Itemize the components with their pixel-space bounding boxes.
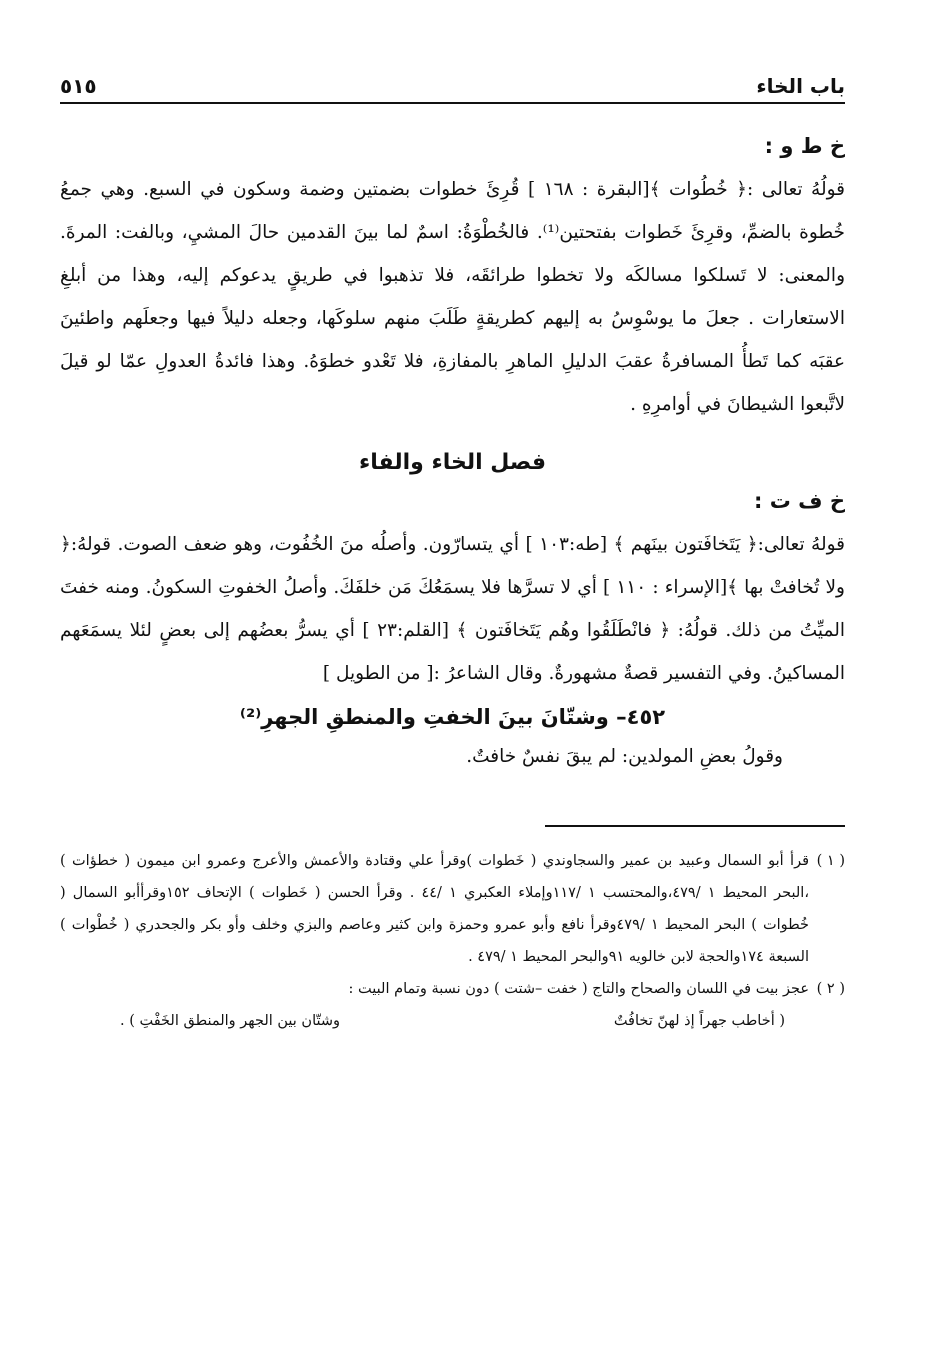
entry-body (60, 523, 845, 695)
footnote-number: ( ٢ ) (816, 981, 845, 997)
footnote-separator (545, 825, 845, 827)
entry-closing-line: وقولُ بعضِ المولدين: لم يبقَ نفسٌ خافتٌ. (466, 746, 783, 767)
chapter-title: باب الخاء (756, 74, 845, 98)
header-rule (60, 102, 845, 104)
footnote-text: عجز بيت في اللسان والصحاح والتاج ( خفت –شتت ) دون نسبة وتمام البيت : (348, 981, 809, 997)
footnotes (60, 845, 845, 1037)
page (60, 58, 845, 1337)
entry-root-heading: خ ف ت : (754, 489, 845, 513)
couplet-second-hemistich: وشتّان بين الجهر والمنطق الخَفْتِ ) . (120, 1013, 341, 1029)
entry-root-heading: خ ط و : (764, 134, 845, 158)
section-title: فصل الخاء والفاء (358, 450, 547, 475)
footnote-number: ( ١ ) (816, 853, 845, 869)
poetry-verse: ٤٥٢– وشتّانَ بينَ الخفتِ والمنطقِ الجهرِ⁽²⁾ (239, 705, 666, 729)
footnote-text: قرأ أبو السمال وعبيد بن عمير والسجاوندي ( خَطوات )وقرأ علي وقتادة والأعمش والأعرج وعمرو ابن ميمون ( خطؤات ) ،البحر المحيط ١ /٤٧٩،والمحتسب ١ /١١٧وإملاء العكبري ١ /٤٤ . وقرأ الحسن ( خَطوات ) الإتحاف ١٥٢وقرأأبو السمال ( خُطوات ) البحر المحيط ١ /٤٧٩وقرأ نافع وأبو عمرو وحمزة وابن كثير وعاصم والبزي وخلف وأو بكر والجحدري ( خُطْوات ) السبعة ١٧٤والحجة لابن خالويه ٩١والبحر المحيط ١ /٤٧٩ . (60, 853, 810, 965)
running-header (60, 58, 845, 98)
entry-paragraph: قولهُ تعالى:﴿ يَتَخافَتون بينَهم ﴾ [طه:١٠٣ ] أي يتسارّون. وأصلُه منَ الخُفُوت، وهو ضعف الصوت. قولهُ:﴿ ولا تُخافتْ بها ﴾[الإسراء : ١١٠ ] أي لا تسرَّها فلا يسمَعُكَ مَن خلفَكَ. وأصلُ الخفوتِ السكونُ. ومنه خفتَ الميِّتُ من ذلك. قولُهُ: ﴿ فانْطَلَقُوا وهُم يَتَخافَتون ﴾ [القلم:٢٣ ] أي يسرُّ بعضُهم إلى بعضٍ لئلا يسمَعَهم المساكينُ. وفي التفسير قصةٌ مشهورةٌ. وقال الشاعرُ :[ من الطويل ] (60, 534, 845, 684)
entry-paragraph: قولُهُ تعالى :﴿ خُطُوات ﴾[البقرة : ١٦٨ ] قُرِئَ خطوات بضمتين وضمة وسكون في السبع. وهي جمعُ خُطوة بالضمِّ، وقرِئَ خَطوات بفتحتين⁽¹⁾. فالخُطْوَةُ: اسمٌ لما بينَ القدمين حالَ المشيِ، وبالفت: المرةَ. والمعنى: لا تَسلكوا مسالكَه ولا تخطوا طرائقَه، فلا تذهبوا في طريقٍ يدعوكم إليه، وهذا من أبلغِ الاستعارات . جعلَ ما يوسْوِسُ به إليهم كطريقةٍ طَلَبَ منهم سلوكَها، وجعله دليلاً فيها وجعلَهم واطئينَ عقبَه كما تَطأُ المسافرةُ عقبَ الدليلِ الماهرِ بالمفازةِ، فلا تَعْدو خطوَهُ. وهذا فائدةُ العدولِ عمّا لو قيلَ لاتَّبعوا الشيطانَ في أوامرِهِ . (60, 179, 846, 415)
footnote (60, 845, 845, 973)
couplet-first-hemistich: ( أخاطب جهراً إذ لهنّ تخافُتٌ (613, 1013, 785, 1029)
entry-body (60, 168, 845, 426)
footnote (60, 973, 845, 1005)
footnote-couplet (120, 1005, 785, 1037)
page-number: ٥١٥ (60, 74, 97, 98)
